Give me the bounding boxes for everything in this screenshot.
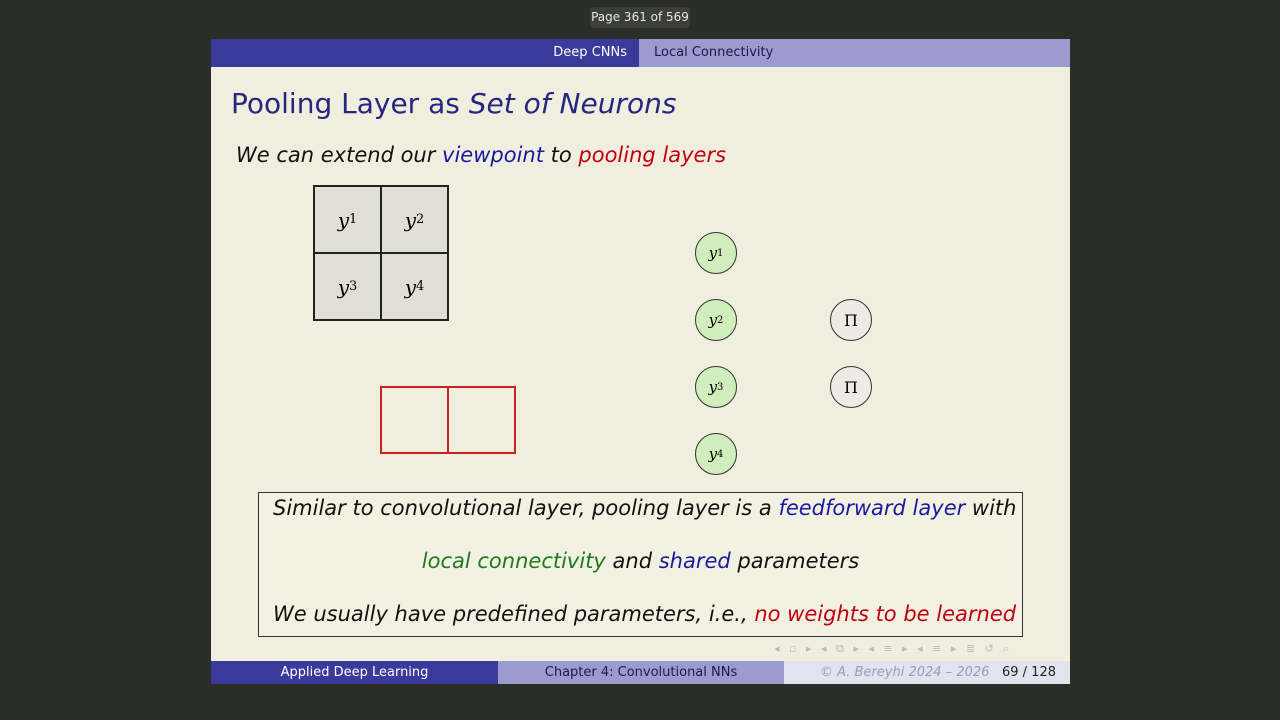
neuron-var: y [708, 445, 718, 463]
header-subsection[interactable]: Local Connectivity [639, 39, 1070, 67]
grid-index: 1 [349, 212, 358, 227]
neuron-var: y [708, 378, 718, 396]
grid-cell [381, 186, 448, 253]
summary-line-3 [273, 602, 1016, 626]
grid-var: y [404, 274, 417, 299]
slide-footer [211, 661, 1070, 684]
footer-chapter[interactable]: Chapter 4: Convolutional NNs [498, 661, 784, 684]
grid-index: 4 [416, 279, 425, 294]
footer-info [784, 661, 1070, 684]
no-weights-term: no weights to be learned [754, 602, 1017, 626]
neuron-index: 3 [717, 381, 724, 393]
grid-index: 3 [349, 279, 358, 294]
shared-term: shared [658, 549, 731, 573]
pooling-neuron: Π [830, 366, 872, 408]
summary-line-2 [259, 549, 1022, 573]
intro-part1: We can extend our [236, 143, 443, 167]
grid-var: y [337, 207, 350, 232]
neuron-index: 1 [717, 247, 724, 259]
local-connectivity-term: local connectivity [421, 549, 606, 573]
slide-title [231, 87, 676, 120]
pooling-neuron: Π [830, 299, 872, 341]
grid-var: y [337, 274, 350, 299]
footer-page-number: 69 / 128 [1002, 665, 1056, 680]
neuron-index: 2 [717, 314, 724, 326]
pool-cell [448, 387, 515, 453]
beamer-navigation[interactable]: ◂ ▫ ▸ ◂ ⧉ ▸ ◂ ≡ ▸ ◂ ≡ ▸ ≣ ↺ ⌕ [774, 642, 1013, 655]
slide [211, 39, 1070, 684]
summary-line-1 [273, 496, 1016, 520]
page-indicator: Page 361 of 569 [590, 7, 690, 28]
grid-index: 2 [416, 212, 425, 227]
grid-cell [314, 253, 381, 320]
feedforward-term: feedforward layer [778, 496, 966, 520]
footer-course[interactable]: Applied Deep Learning [211, 661, 498, 684]
input-neuron [695, 299, 737, 341]
summary-box [258, 492, 1023, 637]
input-neuron [695, 232, 737, 274]
grid-var: y [404, 207, 417, 232]
text: with [965, 496, 1017, 520]
text: and [605, 549, 659, 573]
neuron-var: y [708, 311, 718, 329]
input-grid [313, 185, 449, 321]
intro-viewpoint: viewpoint [442, 143, 544, 167]
pool-cell [381, 387, 448, 453]
footer-copyright: © A. Bereyhi 2024 – 2026 [820, 665, 990, 680]
pool-output-grid [380, 386, 516, 454]
intro-part2: to [543, 143, 579, 167]
title-italic: Set of Neurons [468, 87, 677, 120]
slide-header [211, 39, 1070, 67]
header-section[interactable]: Deep CNNs [211, 39, 639, 67]
neuron-index: 4 [717, 448, 724, 460]
neuron-var: y [708, 244, 718, 262]
grid-cell [381, 253, 448, 320]
title-main: Pooling Layer as [231, 87, 469, 120]
intro-text [236, 143, 726, 167]
input-neuron [695, 433, 737, 475]
text: We usually have predefined parameters, i.e., [273, 602, 755, 626]
grid-cell [314, 186, 381, 253]
input-neuron [695, 366, 737, 408]
text: Similar to convolutional layer, pooling layer is a [273, 496, 779, 520]
intro-pooling: pooling layers [578, 143, 727, 167]
text: parameters [730, 549, 860, 573]
